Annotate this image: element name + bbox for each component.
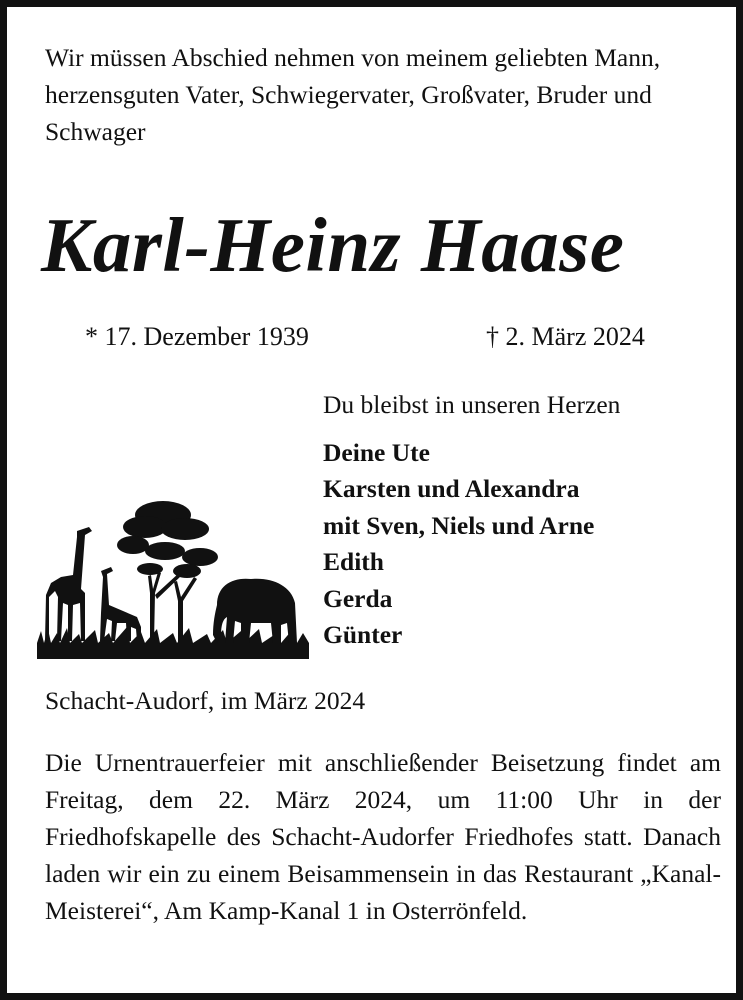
mourner-name: mit Sven, Niels und Arne: [323, 510, 595, 540]
mourner-list: [323, 435, 594, 653]
african-savanna-silhouette-icon: [37, 493, 309, 659]
mourner-name: Gerda: [323, 583, 393, 613]
grass-silhouette: [37, 627, 309, 643]
mourner-name: Deine Ute: [323, 438, 430, 467]
birth-date: * 17. Dezember 1939: [85, 322, 309, 351]
service-information: Die Urnentrauerfeier mit anschließender Beisetzung findet am Freitag, dem 22. März 2024, um 11:00 Uhr in der Friedhofskapelle des Schacht-Audorfer Friedhofes statt. Danach laden wir ein zu einem Beisammensein in das Restaurant „Kanal-Meisterei“, Am Kamp-Kanal 1 in Osterrönfeld.: [45, 748, 721, 925]
giraffe-silhouette: [45, 527, 92, 641]
mourner-name: Karsten und Alexandra: [323, 474, 580, 504]
mourner-name: Günter: [323, 620, 403, 650]
deceased-name: Karl-Heinz Haase: [41, 202, 625, 288]
intro-text: Wir müssen Abschied nehmen von meinem geliebten Mann, herzensguten Vater, Schwiegervater, Großvater, Bruder und Schwager: [45, 43, 661, 146]
ground-silhouette: [37, 643, 309, 659]
place-and-date: Schacht-Audorf, im März 2024: [45, 686, 366, 715]
giraffe-silhouette: [100, 567, 141, 641]
mourner-name: Edith: [323, 547, 384, 577]
memorial-motto: Du bleibst in unseren Herzen: [323, 390, 621, 419]
death-date: † 2. März 2024: [486, 322, 645, 351]
